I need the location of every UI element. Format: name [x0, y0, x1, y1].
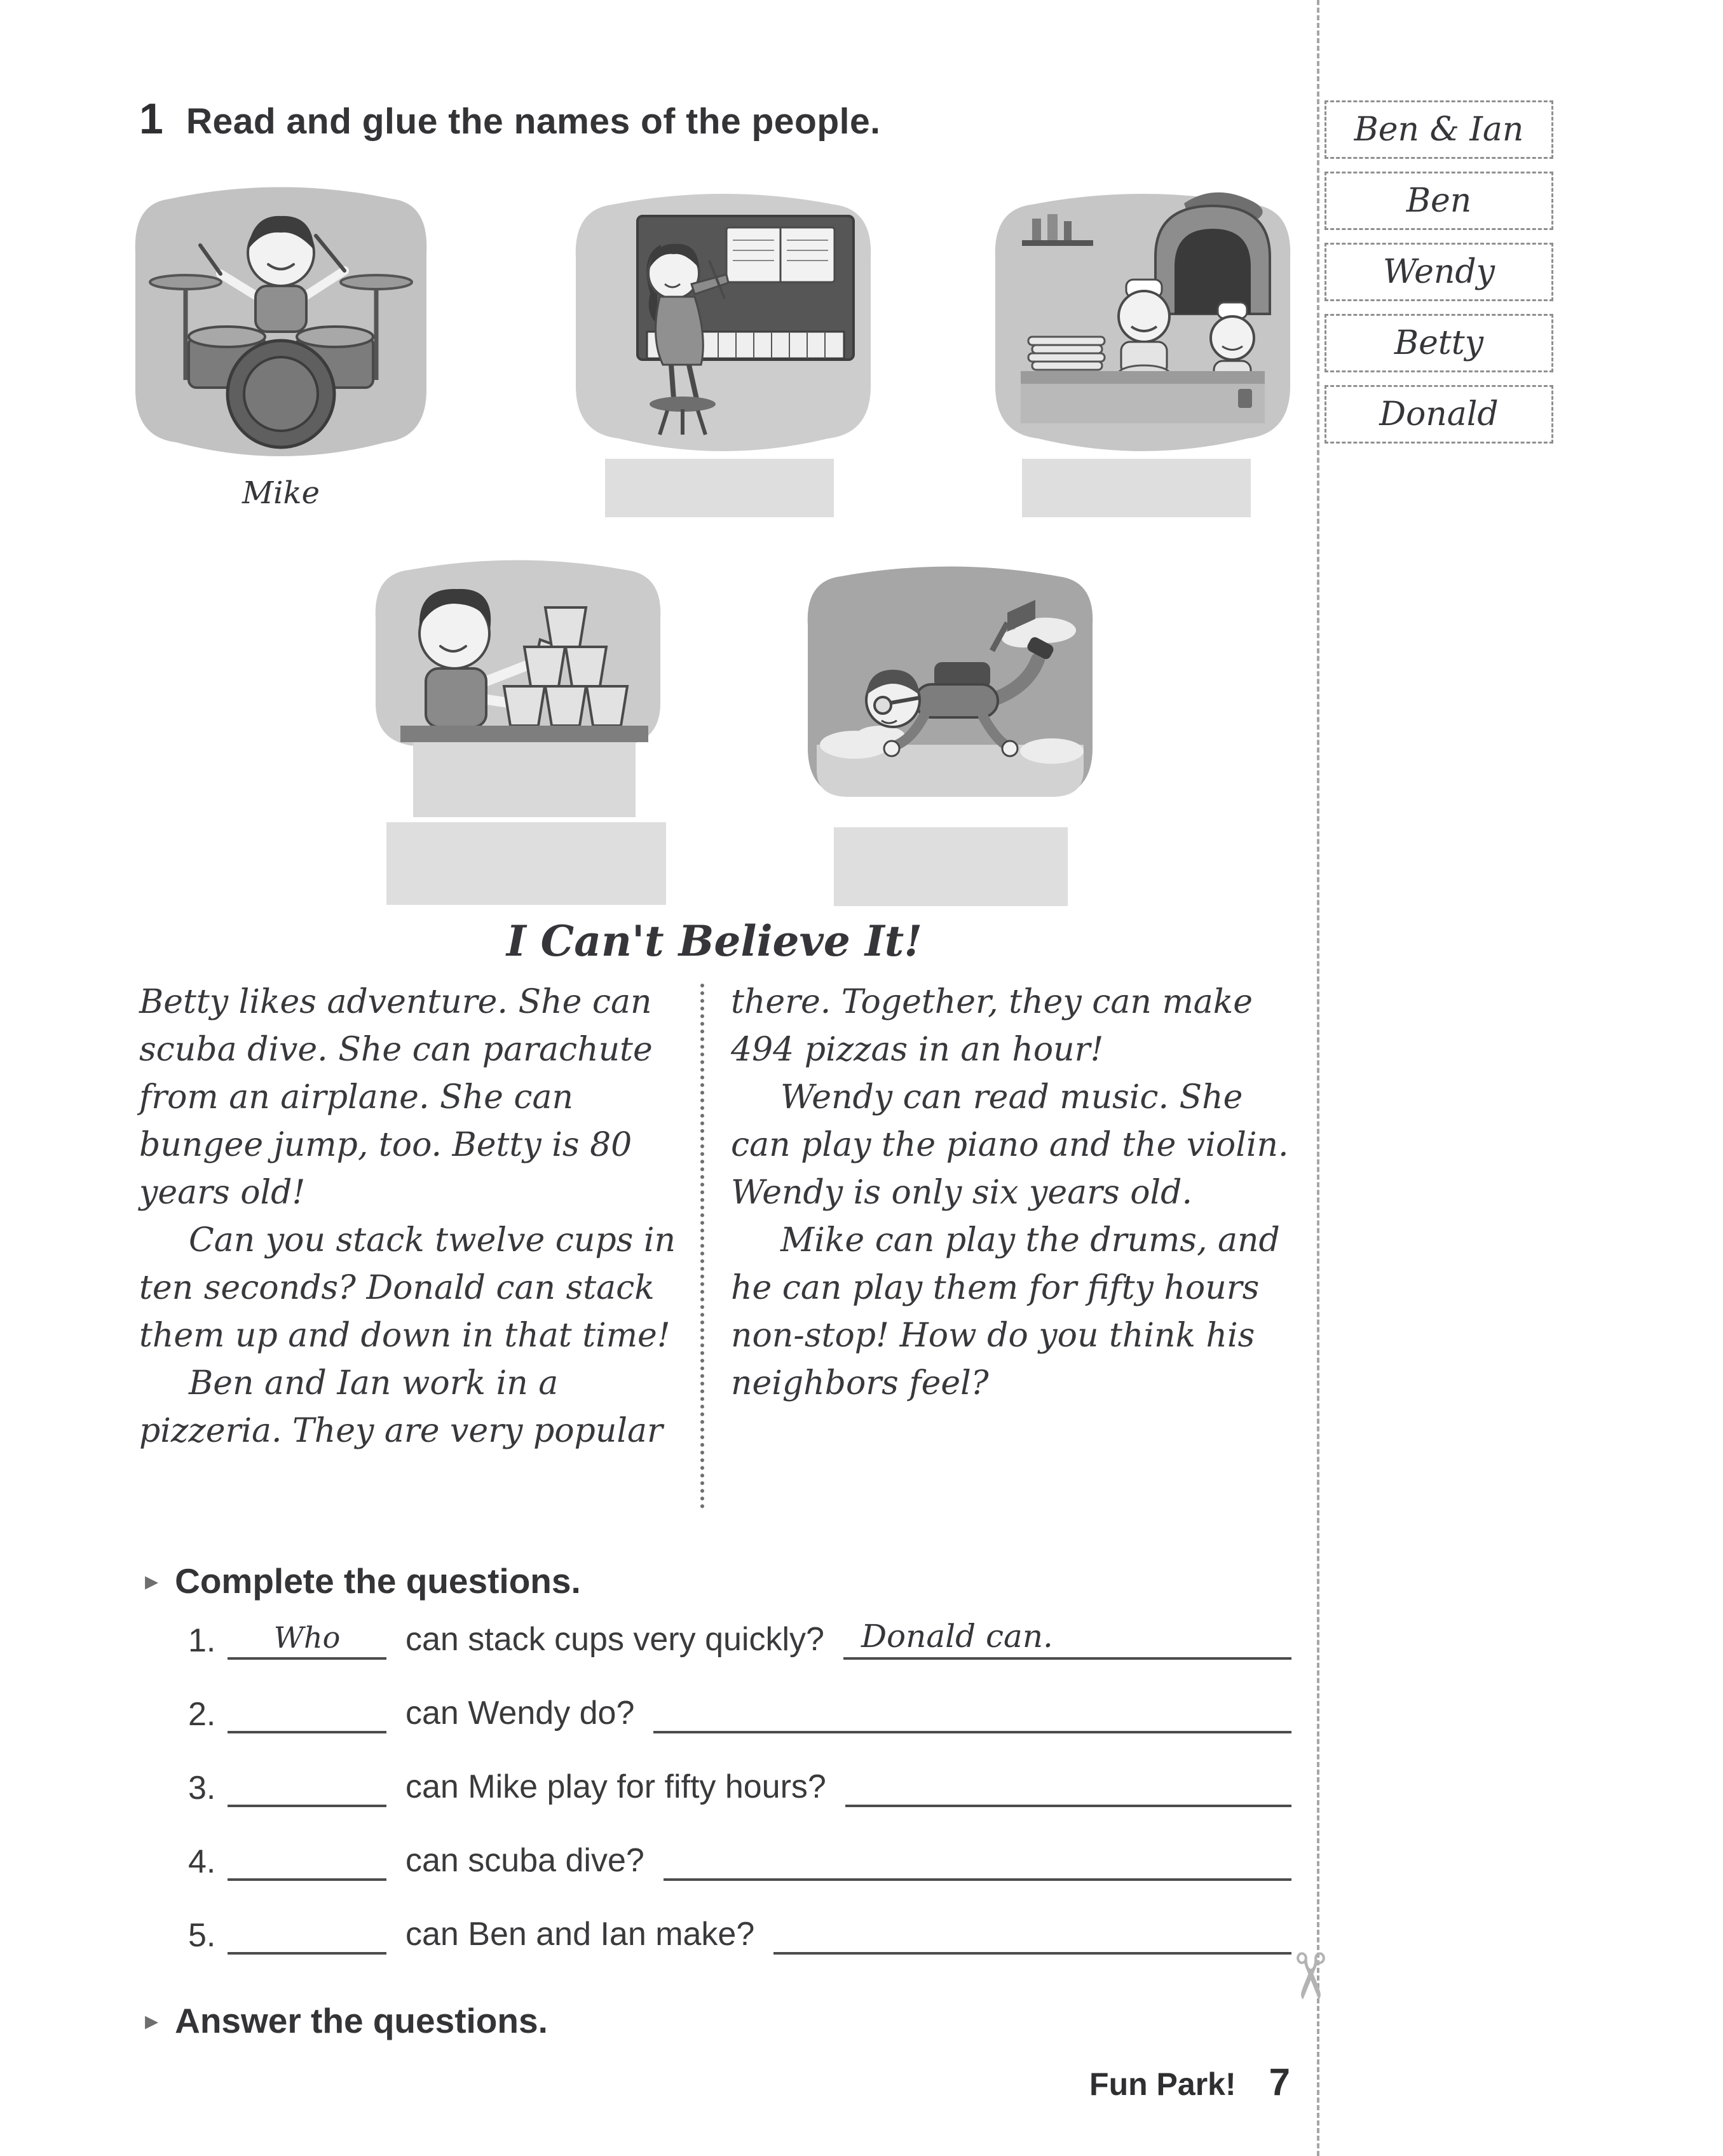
- question-2-blank-2[interactable]: [653, 1728, 1291, 1733]
- drums-illustration: [125, 170, 437, 474]
- paragraph: there. Together, they can make 494 pizzas in an hour!: [731, 983, 1253, 1069]
- cutout-label-donald[interactable]: Donald: [1325, 385, 1553, 444]
- paragraph: Betty likes adventure. She can scuba dive. She can parachute from an airplane. She can bungee jump, too. Betty is 80 years old!: [139, 983, 653, 1212]
- question-2-blank-1[interactable]: [228, 1728, 386, 1733]
- question-5-blank-2[interactable]: [773, 1949, 1291, 1955]
- question-text: can Mike play for fifty hours?: [405, 1768, 826, 1805]
- cup-stacking-illustration: [365, 548, 671, 821]
- boy-playing-drums-image: [125, 170, 437, 474]
- question-number: 4.: [188, 1843, 216, 1880]
- cutout-label-betty[interactable]: Betty: [1325, 314, 1553, 372]
- handwritten-answer: Donald can.: [861, 1618, 1053, 1655]
- question-3-blank-2[interactable]: [845, 1802, 1291, 1807]
- paragraph: Can you stack twelve cups in ten seconds? Donald can stack them up and down in that time!: [139, 1221, 676, 1355]
- question-text: can stack cups very quickly?: [405, 1621, 824, 1658]
- question-4-blank-2[interactable]: [664, 1876, 1291, 1881]
- question-3-blank-1[interactable]: [228, 1802, 386, 1807]
- violin-illustration: [564, 179, 882, 466]
- question-number: 2.: [188, 1696, 216, 1733]
- activity-header: [139, 94, 881, 144]
- cutout-label-ben-ian[interactable]: Ben & Ian: [1325, 100, 1553, 159]
- question-row-5: [188, 1914, 1291, 1955]
- glue-box-cups[interactable]: [386, 822, 666, 905]
- name-cutouts: [1325, 100, 1553, 456]
- glue-box-violin[interactable]: [605, 459, 834, 517]
- activity-title: Read and glue the names of the people.: [186, 101, 881, 142]
- boy-stacking-cups-image: [365, 548, 671, 821]
- illustration-caption-mike: Mike: [242, 475, 320, 511]
- question-number: 5.: [188, 1917, 216, 1954]
- skydiver-image: [798, 554, 1103, 826]
- cutout-label-ben[interactable]: Ben: [1325, 172, 1553, 230]
- question-1-blank-2[interactable]: [843, 1618, 1291, 1660]
- reading-right-column: [731, 979, 1290, 1407]
- question-number: 3.: [188, 1770, 216, 1807]
- question-row-4: [188, 1840, 1291, 1881]
- paragraph: Ben and Ian work in a pizzeria. They are very popular: [139, 1364, 663, 1450]
- question-row-3: [188, 1766, 1291, 1807]
- page-number: 7: [1269, 2061, 1290, 2103]
- answer-questions-title: Answer the questions.: [175, 2001, 548, 2040]
- complete-questions-header: [145, 1561, 581, 1601]
- question-row-1: [188, 1619, 1291, 1660]
- page-footer: [915, 2060, 1290, 2104]
- paragraph: Mike can play the drums, and he can play them for fifty hours non-stop! How do you think his neighbors feel?: [731, 1221, 1280, 1402]
- reading-left-column: [139, 979, 698, 1455]
- question-row-2: [188, 1693, 1291, 1733]
- girl-playing-violin-image: [564, 179, 882, 466]
- dashed-cut-line: [1317, 0, 1319, 2156]
- question-5-blank-1[interactable]: [228, 1949, 386, 1955]
- question-text: can scuba dive?: [405, 1842, 644, 1879]
- paragraph: Wendy can read music. She can play the piano and the violin. Wendy is only six years old.: [731, 1078, 1289, 1212]
- answer-questions-header: [145, 2000, 548, 2041]
- reading-title: I Can't Believe It!: [506, 916, 923, 966]
- activity-number: 1: [139, 95, 163, 143]
- pizzeria-illustration: [984, 179, 1302, 466]
- question-4-blank-1[interactable]: [228, 1876, 386, 1881]
- column-divider: [700, 984, 704, 1509]
- glue-box-skydiver[interactable]: [834, 827, 1068, 906]
- handwritten-answer: Who: [273, 1620, 341, 1655]
- book-title: Fun Park!: [1089, 2066, 1236, 2102]
- question-1-blank-1[interactable]: [228, 1620, 386, 1660]
- questions-list: [188, 1619, 1291, 1988]
- question-text: can Wendy do?: [405, 1695, 635, 1732]
- skydiver-illustration: [798, 554, 1103, 826]
- scissors-icon: ✂: [1273, 1949, 1345, 2003]
- question-number: 1.: [188, 1622, 216, 1659]
- glue-box-pizzeria[interactable]: [1022, 459, 1251, 517]
- cutout-label-wendy[interactable]: Wendy: [1325, 243, 1553, 301]
- question-text: can Ben and Ian make?: [405, 1916, 755, 1953]
- triangle-bullet-icon: ▸: [145, 1566, 159, 1596]
- triangle-bullet-icon: ▸: [145, 2005, 159, 2035]
- complete-questions-title: Complete the questions.: [175, 1561, 581, 1601]
- two-boys-making-pizza-image: [984, 179, 1302, 466]
